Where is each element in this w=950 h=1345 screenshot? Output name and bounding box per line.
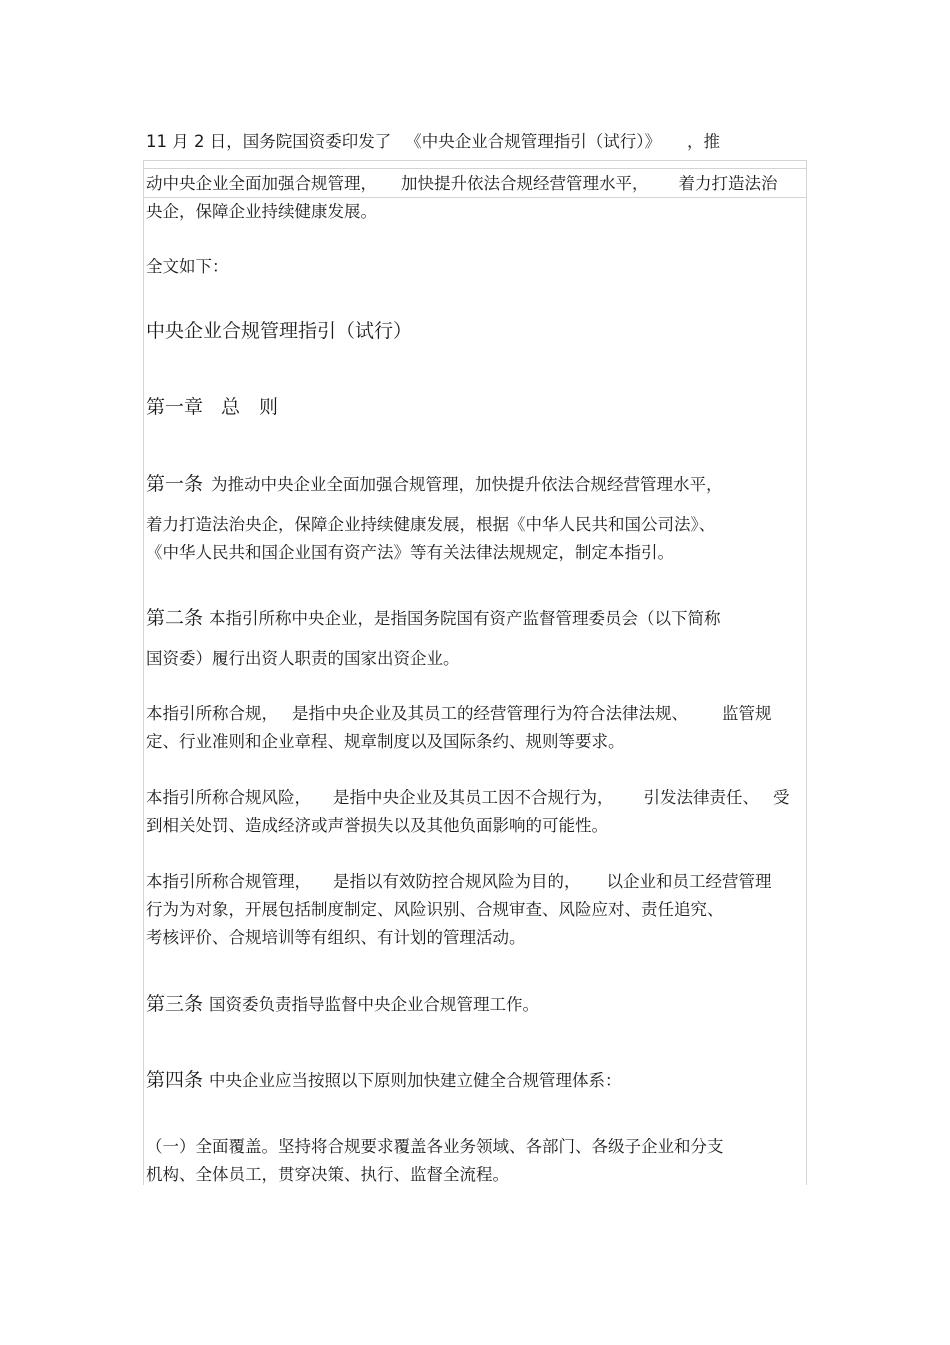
chapter-1-label: 第一章 (146, 396, 204, 418)
article-2-label: 第二条 (146, 607, 204, 629)
article-1-line-2: 着力打造法治央企，保障企业持续健康发展，根据《中华人民共和国公司法》、 (146, 515, 716, 534)
intro-line-2-b: 加快提升依法合规经营管理水平， (401, 174, 649, 193)
compliance-management-a: 本指引所称合规管理， (146, 872, 311, 891)
article-4-label: 第四条 (146, 1069, 204, 1091)
chapter-1-heading (146, 398, 278, 417)
intro-line-1-date: 11 月 2 日，国务院国资委印发了 (146, 132, 392, 151)
intro-line-1-end: ，推 (686, 132, 720, 151)
compliance-management-line-1 (146, 874, 772, 891)
compliance-management-b: 是指以有效防控合规风险为目的， (333, 872, 581, 891)
article-4-line (146, 1071, 622, 1090)
compliance-definition-a: 本指引所称合规， (146, 704, 278, 723)
frame-top-line (143, 160, 807, 161)
article-1-label: 第一条 (146, 473, 204, 495)
compliance-risk-a: 本指引所称合规风险， (146, 788, 311, 807)
fulltext-label: 全文如下： (146, 257, 229, 276)
compliance-definition-c: 监管规 (722, 704, 772, 723)
frame-right-line (806, 160, 807, 1185)
article-3-line (146, 995, 539, 1014)
compliance-management-line-2: 行为为对象，开展包括制度制定、风险识别、合规审查、风险应对、责任追究、 (146, 900, 724, 919)
intro-line-2-a: 动中央企业全面加强合规管理， (146, 174, 377, 193)
compliance-risk-line-2: 到相关处罚、造成经济或声誉损失以及其他负面影响的可能性。 (146, 816, 608, 835)
article-1-text-1: 为推动中央企业全面加强合规管理，加快提升依法合规经营管理水平， (211, 475, 723, 494)
intro-line-2 (146, 176, 778, 193)
compliance-management-c: 以企业和员工经营管理 (606, 872, 772, 891)
article-1-line-3: 《中华人民共和国企业国有资产法》等有关法律法规规定，制定本指引。 (146, 543, 674, 562)
frame-mid-line-2 (143, 197, 807, 198)
article-2-line-1 (146, 609, 721, 628)
document-title: 中央企业合规管理指引（试行） (146, 320, 413, 342)
compliance-definition-line-2: 定、行业准则和企业章程、规章制度以及国际条约、规则等要求。 (146, 732, 625, 751)
intro-line-3: 央企，保障企业持续健康发展。 (146, 202, 377, 221)
article-3-label: 第三条 (146, 993, 204, 1015)
compliance-risk-d: 受 (773, 788, 790, 807)
frame-left-line (143, 160, 144, 1185)
intro-line-1 (146, 134, 720, 151)
article-1-line-1 (146, 475, 723, 494)
article-4-text: 中央企业应当按照以下原则加快建立健全合规管理体系： (209, 1071, 622, 1090)
compliance-risk-c: 引发法律责任、 (643, 788, 759, 807)
compliance-management-line-3: 考核评价、合规培训等有组织、有计划的管理活动。 (146, 928, 526, 947)
chapter-1-title: 总 则 (221, 396, 279, 418)
item-1-line-1: （一）全面覆盖。坚持将合规要求覆盖各业务领域、各部门、各级子企业和分支 (146, 1137, 724, 1156)
intro-line-2-c: 着力打造法治 (678, 174, 778, 193)
frame-mid-line-1 (143, 168, 807, 169)
article-2-line-2: 国资委）履行出资人职责的国家出资企业。 (146, 649, 460, 668)
article-2-text-1: 本指引所称中央企业，是指国务院国有资产监督管理委员会（以下简称 (209, 609, 721, 628)
compliance-definition-b: 是指中央企业及其员工的经营管理行为符合法律法规、 (292, 704, 688, 723)
compliance-risk-line-1 (146, 790, 790, 807)
article-3-text: 国资委负责指导监督中央企业合规管理工作。 (209, 995, 540, 1014)
compliance-definition-line-1 (146, 706, 772, 723)
compliance-risk-b: 是指中央企业及其员工因不合规行为， (333, 788, 614, 807)
item-1-line-2: 机构、全体员工，贯穿决策、执行、监督全流程。 (146, 1165, 509, 1184)
intro-line-1-doc-name: 《中央企业合规管理指引（试行）》 (405, 132, 661, 151)
